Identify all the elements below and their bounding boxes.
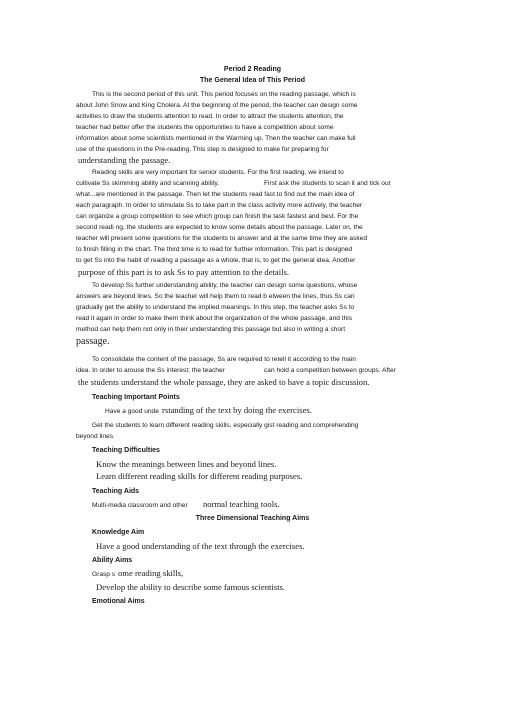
paragraph-line: about John Snow and King Cholera. At the beginning of the period, the teacher can design some	[76, 102, 358, 109]
paragraph-line: cultivate Ss skimming ability and scanning ability.	[76, 180, 220, 187]
paragraph-line-handwritten: purpose of this part is to ask Ss to pay attention to the details.	[78, 267, 289, 277]
section-heading-aids: Teaching Aids	[92, 488, 140, 495]
paragraph-line-overlay: First ask the students to scan it and tick out	[264, 180, 391, 187]
paragraph-line: to finish filling in the chart. The third time is to read for further information. This part is designed	[76, 246, 353, 253]
paragraph-line: teacher had better offer the students the opportunities to have a competition about some	[76, 124, 334, 131]
paragraph-line: answers are beyond lines. So the teacher will help them to read b etween the lines, thus Ss can	[76, 293, 355, 300]
paragraph-line: idea. In order to arouse the Ss interest; the teacher	[76, 367, 225, 374]
difficulty-item: Know the meanings between lines and beyond lines.	[96, 459, 277, 469]
ability-aim-item: Develop the ability to describe some famous scientists.	[96, 582, 286, 592]
paragraph-line: use of the questions in the Pre-reading. This step is designed to make for preparing for	[76, 146, 329, 153]
aids-line-handwritten: normal teaching tools.	[203, 499, 280, 509]
paragraph-line-handwritten: passage.	[76, 336, 110, 347]
paragraph-line: To consolidate the content of the passage, Ss are required to retell it according to the main	[92, 356, 356, 363]
section-heading-three-dimensional: Three Dimensional Teaching Aims	[195, 515, 310, 522]
paragraph-line: Get the students to learn different reading skills, especially gist reading and comprehending	[92, 422, 359, 429]
paragraph-line: gradually get the ability to understand the implied meanings. In this step, the teacher asks Ss to	[76, 304, 355, 311]
section-heading-important-points: Teaching Important Points	[92, 394, 180, 401]
paragraph-line: Reading skills are very important for senior students. For the first reading, we intend to	[92, 169, 344, 176]
paragraph-line-overlay: can hold a competition between groups. After	[264, 367, 396, 374]
page-subtitle: The General Idea of This Period	[199, 77, 306, 84]
section-heading-ability: Ability Aims	[92, 557, 133, 564]
section-heading-difficulties: Teaching Difficulties	[92, 447, 160, 454]
aids-line-prefix: Multi-media classroom and other	[92, 502, 188, 509]
paragraph-line: teacher will present some questions for the students to answer and at the same time they are asked	[76, 235, 368, 242]
paragraph-line: second readi ng, the students are expected to know some details about the passage. Later on, the	[76, 224, 363, 231]
page-title: Period 2 Reading	[223, 66, 282, 73]
paragraph-line: what...are mentioned in the passage. Then let the students read fast to find out the main idea of	[76, 191, 355, 198]
section-heading-knowledge: Knowledge Aim	[92, 529, 145, 536]
paragraph-line: This is the second period of this unit. This period focuses on the reading passage, which is	[92, 91, 356, 98]
paragraph-line: each paragraph. In order to stimulate Ss to take part in the class activity more actively, the teacher	[76, 202, 363, 209]
paragraph-line-handwritten: understanding the passage.	[78, 155, 171, 165]
paragraph-line: method can help them not only in their understanding this passage but also in writing a short	[76, 326, 346, 333]
ability-line-prefix: Grasp s	[92, 571, 116, 578]
paragraph-line: read it again in order to make them think about the organization of the whole passage, and this	[76, 315, 353, 322]
paragraph-line: To develop Ss further understanding ability, the teacher can design some questions, whose	[92, 282, 358, 289]
ability-line-handwritten: ome reading skills,	[118, 568, 184, 578]
section-heading-emotional: Emotional Aims	[92, 598, 145, 605]
paragraph-line-handwritten: the students understand the whole passage, they are asked to have a topic discussion.	[78, 377, 370, 387]
paragraph-line: information about some scientists mentioned in the Warming up. Then the teacher can make full	[76, 135, 356, 142]
paragraph-line: can organize a group competition to see which group can finish the task fastest and best. For the	[76, 213, 359, 220]
points-line-prefix: Have a good unde	[105, 408, 159, 415]
knowledge-aim-item: Have a good understanding of the text through the exercises.	[96, 541, 305, 551]
paragraph-line: activities to draw the students attention to read. In order to attract the students attention, the	[76, 113, 344, 120]
paragraph-line: beyond lines.	[76, 433, 115, 440]
points-line-handwritten: rstanding of the text by doing the exercises.	[162, 405, 312, 415]
difficulty-item: Learn different reading skills for different reading purposes.	[96, 471, 303, 481]
paragraph-line: to get Ss into the habit of reading a passage as a whole, that is, to get the general idea. Another	[76, 257, 356, 264]
